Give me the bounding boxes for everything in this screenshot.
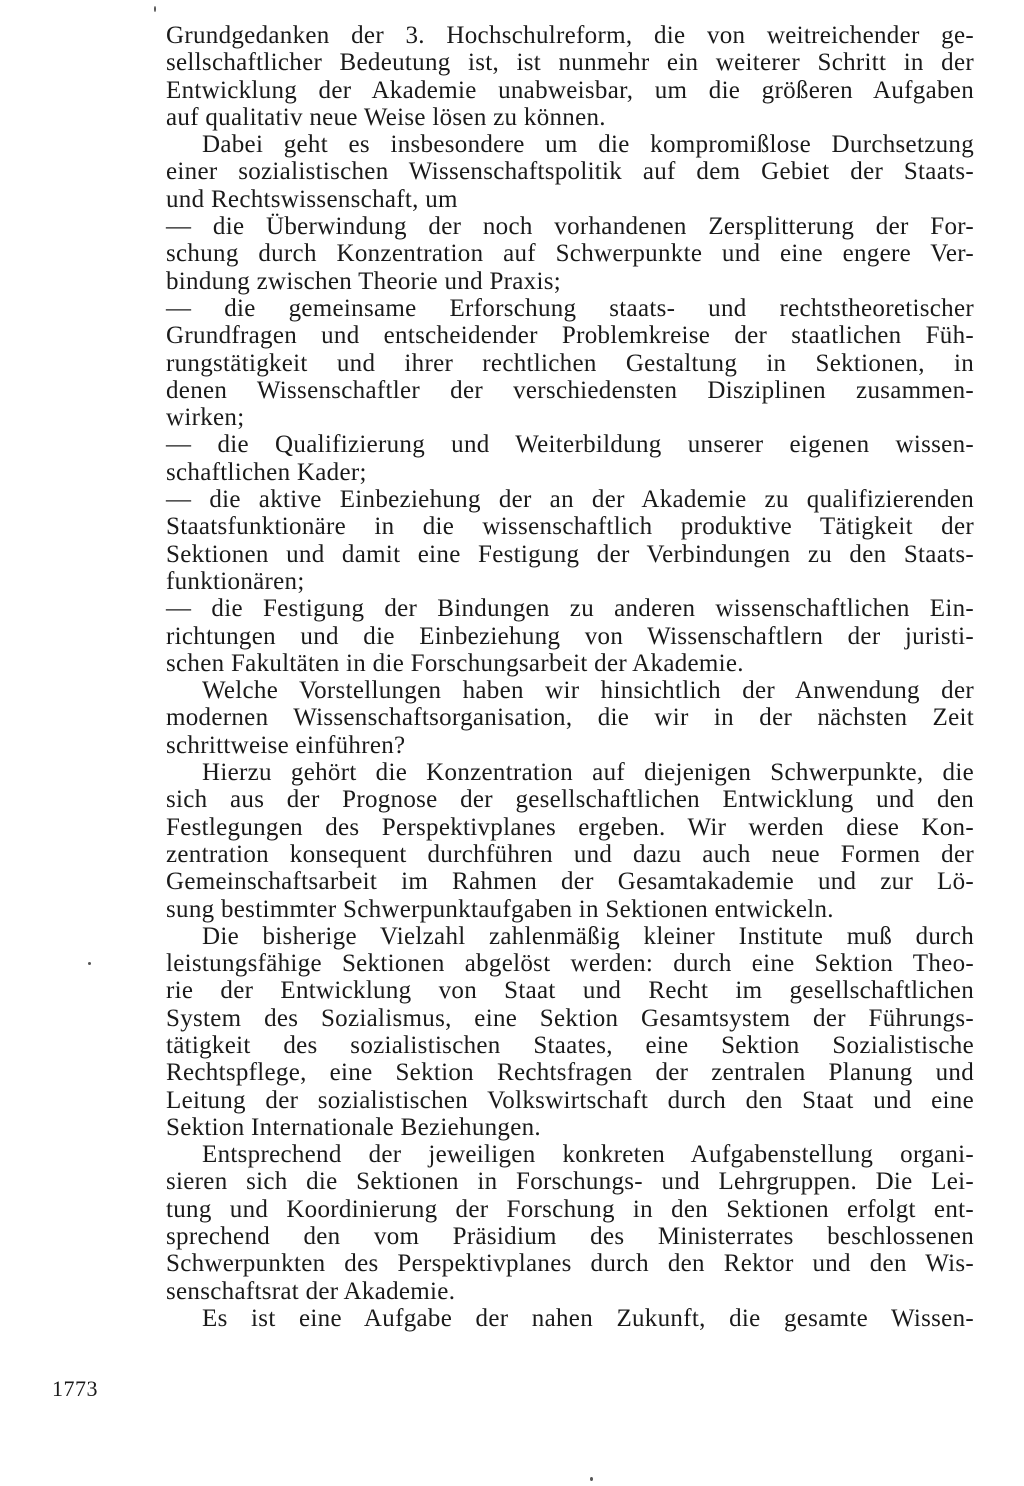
body-text [166,22,974,1332]
text-line: senschaftsrat der Akademie. [166,1277,456,1305]
text-line: sich aus der Prognose der gesellschaftlichen Entwicklung und den [166,786,974,814]
text-line: Sektionen und damit eine Festigung der Verbindungen zu den Staats- [166,540,974,568]
text-line: und Rechtswissenschaft, um [166,185,458,213]
text-line: Entsprechend der jeweiligen konkreten Aufgabenstellung organi- [202,1141,974,1169]
text-line: Welche Vorstellungen haben wir hinsichtlich der Anwendung der [202,677,974,705]
text-line: tung und Koordinierung der Forschung in den Sektionen erfolgt ent- [166,1195,974,1223]
text-line: sellschaftlicher Bedeutung ist, ist nunmehr ein weiterer Schritt in der [166,49,974,77]
text-line: Schwerpunkten des Perspektivplanes durch den Rektor und den Wis- [166,1250,974,1278]
text-line: rie der Entwicklung von Staat und Recht im gesellschaftlichen [166,977,974,1005]
text-line: funktionären; [166,567,305,595]
text-line: Sektion Internationale Beziehungen. [166,1113,541,1141]
text-line: — die Qualifizierung und Weiterbildung unserer eigenen wissen- [166,431,974,459]
text-line: sprechend den vom Präsidium des Ministerrates beschlossenen [166,1223,974,1251]
text-line: Festlegungen des Perspektivplanes ergeben. Wir werden diese Kon- [166,813,974,841]
text-line: wirken; [166,404,245,432]
text-line: einer sozialistischen Wissenschaftspolitik auf dem Gebiet der Staats- [166,158,974,186]
text-line: Entwicklung der Akademie unabweisbar, um die größeren Aufgaben [166,76,974,104]
text-line: Dabei geht es insbesondere um die kompromißlose Durchsetzung [202,131,974,159]
text-line: modernen Wissenschaftsorganisation, die wir in der nächsten Zeit [166,704,974,732]
scan-speck [154,6,156,12]
text-line: sieren sich die Sektionen in Forschungs- und Lehrgruppen. Die Lei- [166,1168,974,1196]
text-line: auf qualitativ neue Weise lösen zu können. [166,103,606,131]
text-line: bindung zwischen Theorie und Praxis; [166,267,561,295]
text-line: denen Wissenschaftler der verschiedensten Disziplinen zusammen- [166,376,974,404]
text-line: schaftlichen Kader; [166,458,367,486]
text-line: sung bestimmter Schwerpunktaufgaben in Sektionen entwickeln. [166,895,834,923]
text-line: Es ist eine Aufgabe der nahen Zukunft, die gesamte Wissen- [202,1304,974,1332]
text-line: zentration konsequent durchführen und dazu auch neue Formen der [166,840,974,868]
text-line: — die Überwindung der noch vorhandenen Zersplitterung der For- [166,213,974,241]
text-line: Gemeinschaftsarbeit im Rahmen der Gesamtakademie und zur Lö- [166,868,974,896]
scan-speck [590,1477,593,1481]
text-line: Rechtspflege, eine Sektion Rechtsfragen der zentralen Planung und [166,1059,974,1087]
text-line: System des Sozialismus, eine Sektion Gesamtsystem der Führungs- [166,1004,974,1032]
text-line: schen Fakultäten in die Forschungsarbeit der Akademie. [166,649,744,677]
text-line: Staatsfunktionäre in die wissenschaftlich produktive Tätigkeit der [166,513,974,541]
text-line: schung durch Konzentration auf Schwerpunkte und eine engere Ver- [166,240,974,268]
text-line: Grundfragen und entscheidender Problemkreise der staatlichen Füh- [166,322,974,350]
text-line: — die gemeinsame Erforschung staats- und rechtstheoretischer [166,294,974,322]
page-number: 1773 [52,1376,98,1401]
text-line: Die bisherige Vielzahl zahlenmäßig kleiner Institute muß durch [202,922,974,950]
text-line: richtungen und die Einbeziehung von Wissenschaftlern der juristi- [166,622,974,650]
text-line: — die aktive Einbeziehung der an der Akademie zu qualifizierenden [166,486,974,514]
text-line: tätigkeit des sozialistischen Staates, eine Sektion Sozialistische [166,1031,974,1059]
text-line: rungstätigkeit und ihrer rechtlichen Gestaltung in Sektionen, in [166,349,974,377]
scan-speck [88,962,91,965]
text-line: schrittweise einführen? [166,731,406,759]
text-line: Hierzu gehört die Konzentration auf diejenigen Schwerpunkte, die [202,759,974,787]
text-line: Leitung der sozialistischen Volkswirtschaft durch den Staat und eine [166,1086,974,1114]
text-line: Grundgedanken der 3. Hochschulreform, die von weitreichender ge- [166,22,974,49]
text-line: leistungsfähige Sektionen abgelöst werden: durch eine Sektion Theo- [166,950,974,978]
text-line: — die Festigung der Bindungen zu anderen wissenschaftlichen Ein- [166,595,974,623]
